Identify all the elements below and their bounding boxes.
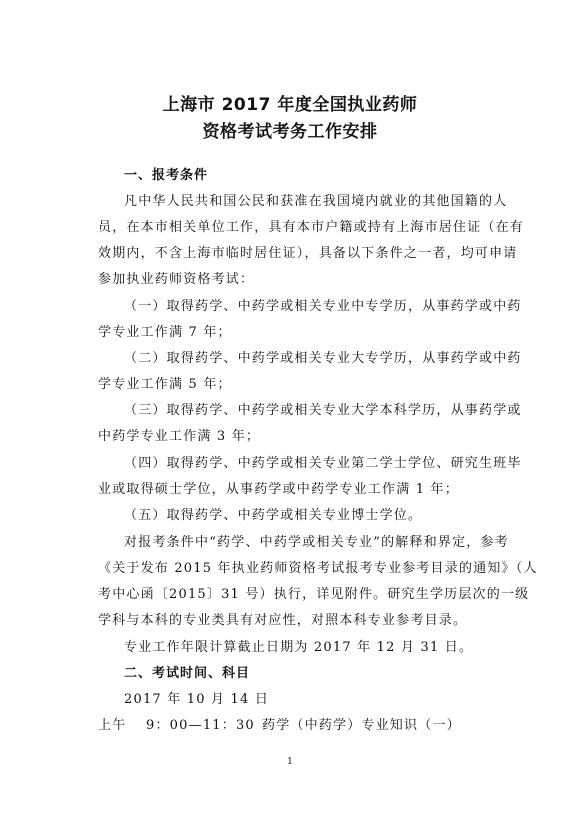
condition-2-line1: （二）取得药学、中药学或相关专业大专学历，从事药学或中药 [124, 351, 522, 366]
condition-3-line1: （三）取得药学、中药学或相关专业大学本科学历，从事药学或 [124, 403, 522, 418]
section1-intro-line: 参加执业药师资格考试： [98, 272, 255, 287]
section1-heading: 一、报考条件 [124, 168, 209, 183]
condition-5-line1: （五）取得药学、中药学或相关专业博士学位。 [124, 508, 423, 523]
explanation-line: 学科与本科的专业类具有对应性，对照本科专业参考目录。 [98, 613, 468, 628]
explanation-line: 对报考条件中“药学、中药学或相关专业”的解释和界定，参考 [124, 535, 509, 550]
condition-1-line1: （一）取得药学、中药学或相关专业中专学历，从事药学或中药 [124, 299, 522, 314]
condition-4-line2: 业或取得硕士学位，从事药学或中药学专业工作满 1 年； [98, 482, 459, 497]
section2-heading: 二、考试时间、科目 [124, 666, 251, 681]
exam-date: 2017 年 10 月 14 日 [124, 692, 270, 707]
document-title-line1: 上海市 2017 年度全国执业药师 [162, 95, 418, 115]
exam-session-row [98, 713, 461, 739]
condition-1-line2: 学专业工作满 7 年； [98, 325, 232, 340]
page-number: 1 [287, 757, 293, 767]
document-title-line2: 资格考试考务工作安排 [202, 122, 378, 142]
condition-2-line2: 学专业工作满 5 年； [98, 377, 232, 392]
section1-intro-line: 员，在本市相关单位工作，具有本市户籍或持有上海市居住证（在有 [98, 220, 525, 235]
explanation-line: 《关于发布 2015 年执业药师资格考试报考专业参考目录的通知》（人 [98, 561, 538, 576]
condition-4-line1: （四）取得药学、中药学或相关专业第二学士学位、研究生班毕 [124, 456, 522, 471]
section1-intro-line: 凡中华人民共和国公民和获准在我国境内就业的其他国籍的人 [124, 194, 508, 209]
section1-intro-line: 效期内，不含上海市临时居住证），具备以下条件之一者，均可申请 [98, 246, 518, 261]
exam-session-period: 上午 [98, 718, 127, 733]
condition-3-line2: 中药学专业工作满 3 年； [98, 429, 261, 444]
explanation-line: 考中心函〔2015〕31 号）执行，详见附件。研究生学历层次的一级 [98, 587, 530, 602]
exam-session-time: 9：00—11：30 [146, 718, 255, 733]
exam-session-subject: 药学（中药学）专业知识（一） [262, 718, 461, 733]
deadline-text: 专业工作年限计算截止日期为 2017 年 12 月 31 日。 [124, 640, 474, 655]
